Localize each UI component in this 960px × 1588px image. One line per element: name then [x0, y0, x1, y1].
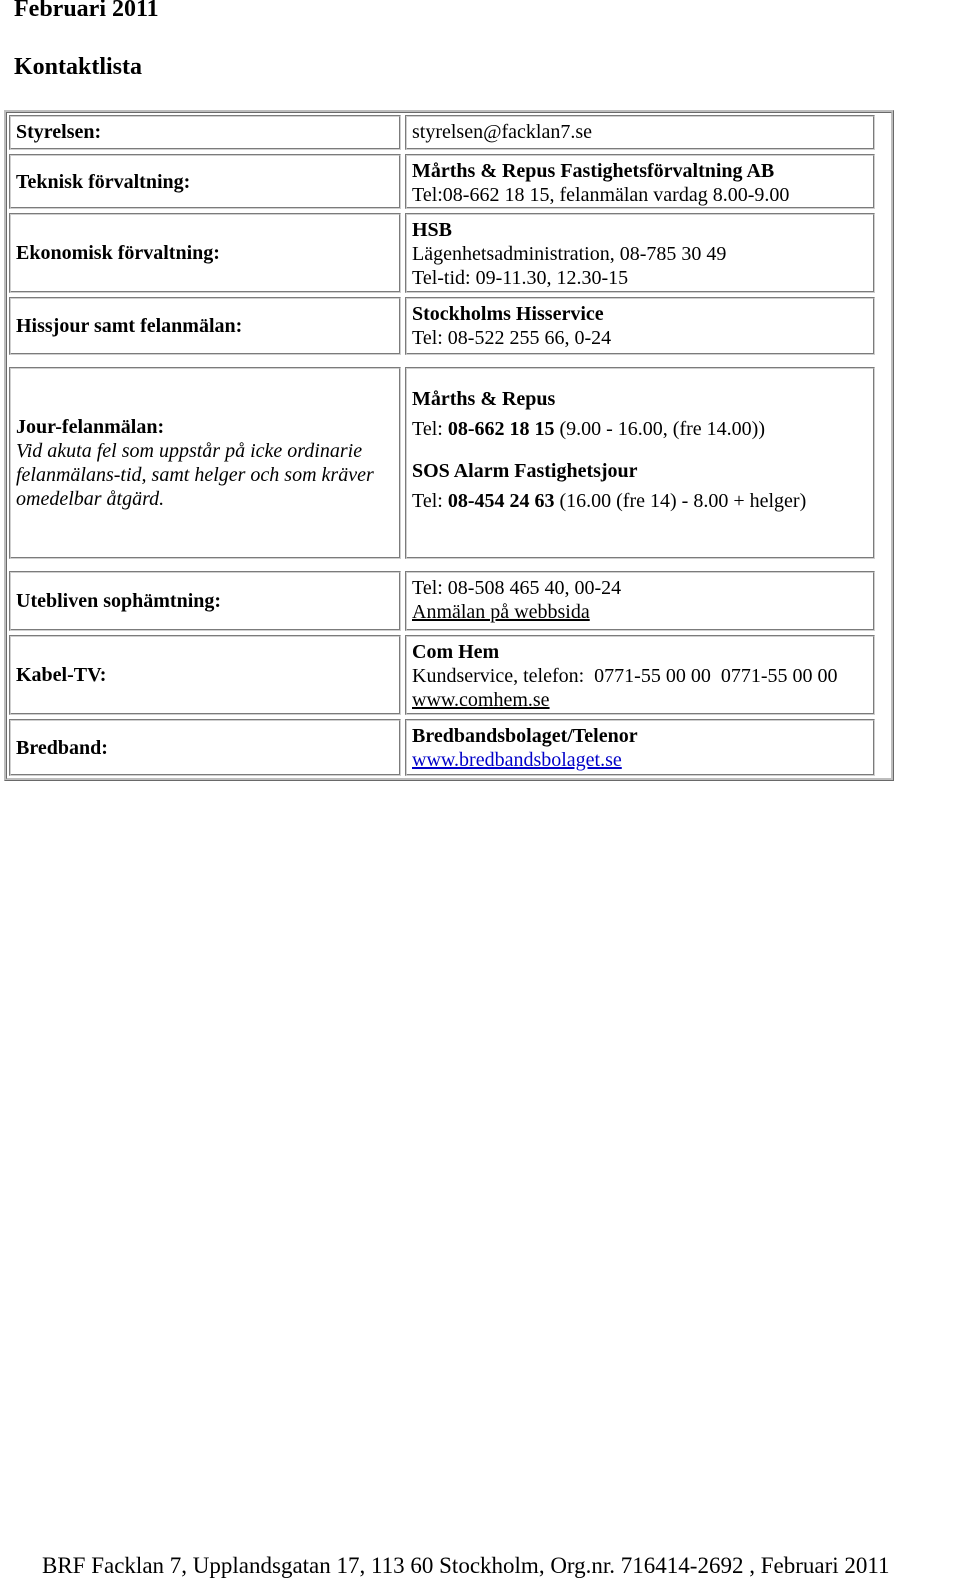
- jour-description: Vid akuta fel som uppstår på icke ordinarie felanmälans-tid, samt helger och som kräver omedelbar åtgärd.: [16, 440, 374, 510]
- row-jour: [7, 365, 891, 561]
- label-hissjour: Hissjour samt felanmälan:: [9, 297, 401, 355]
- jour-contact2-name: SOS Alarm Fastighetsjour: [412, 460, 638, 482]
- row-kabeltv: [7, 633, 891, 717]
- value-sophamtning: [405, 571, 875, 631]
- document-subtitle: Kontaktlista: [14, 54, 143, 80]
- ekonomisk-name: HSB: [412, 219, 453, 241]
- kabeltv-service: Kundservice, telefon: 0771-55 00 00 0771-55 00 00: [412, 665, 838, 687]
- jour-contact2-tel: Tel: 08-454 24 63 (16.00 (fre 14) - 8.00 + helger): [412, 490, 807, 512]
- label-kabeltv: Kabel-TV:: [9, 635, 401, 715]
- label-teknisk: Teknisk förvaltning:: [9, 154, 401, 209]
- bredband-web-link[interactable]: www.bredbandsbolaget.se: [412, 749, 622, 771]
- bredband-name: Bredbandsbolaget/Telenor: [412, 725, 638, 747]
- label-jour: [9, 367, 401, 559]
- row-hissjour: [7, 295, 891, 357]
- value-teknisk: [405, 154, 875, 209]
- row-styrelsen: [7, 113, 891, 152]
- hissjour-tel: Tel: 08-522 255 66, 0-24: [412, 327, 612, 349]
- label-ekonomisk: Ekonomisk förvaltning:: [9, 213, 401, 293]
- value-kabeltv: [405, 635, 875, 715]
- value-styrelsen: [405, 115, 875, 150]
- row-ekonomisk: [7, 211, 891, 295]
- value-ekonomisk: [405, 213, 875, 293]
- label-styrelsen: Styrelsen:: [9, 115, 401, 150]
- jour-contact1-tel: Tel: 08-662 18 15 (9.00 - 16.00, (fre 14.00)): [412, 418, 765, 440]
- teknisk-tel: Tel:08-662 18 15, felanmälan vardag 8.00-9.00: [412, 184, 790, 206]
- ekonomisk-line2: Tel-tid: 09-11.30, 12.30-15: [412, 267, 629, 289]
- row-teknisk: [7, 152, 891, 211]
- footer-address: BRF Facklan 7, Upplandsgatan 17, 113 60 Stockholm, Org.nr. 716414-2692 , Februari 2011: [42, 1553, 890, 1578]
- sophamtning-web-link[interactable]: Anmälan på webbsida: [412, 601, 590, 623]
- label-bredband: Bredband:: [9, 719, 401, 776]
- styrelsen-email[interactable]: styrelsen@facklan7.se: [412, 121, 593, 143]
- kabeltv-web-link[interactable]: www.comhem.se: [412, 689, 550, 711]
- jour-contact1-name: Mårths & Repus: [412, 388, 556, 410]
- value-hissjour: [405, 297, 875, 355]
- value-bredband: [405, 719, 875, 776]
- contact-table: [4, 110, 894, 781]
- document-title: Februari 2011: [14, 0, 159, 22]
- hissjour-name: Stockholms Hisservice: [412, 303, 604, 325]
- table-spacer: [7, 357, 891, 365]
- label-sophamtning: Utebliven sophämtning:: [9, 571, 401, 631]
- row-bredband: [7, 717, 891, 778]
- table-spacer: [7, 561, 891, 569]
- jour-label: Jour-felanmälan:: [16, 416, 165, 438]
- teknisk-name: Mårths & Repus Fastighetsförvaltning AB: [412, 160, 775, 182]
- kabeltv-name: Com Hem: [412, 641, 500, 663]
- sophamtning-tel: Tel: 08-508 465 40, 00-24: [412, 577, 622, 599]
- ekonomisk-line1: Lägenhetsadministration, 08-785 30 49: [412, 243, 727, 265]
- row-sophamtning: [7, 569, 891, 633]
- value-jour: [405, 367, 875, 559]
